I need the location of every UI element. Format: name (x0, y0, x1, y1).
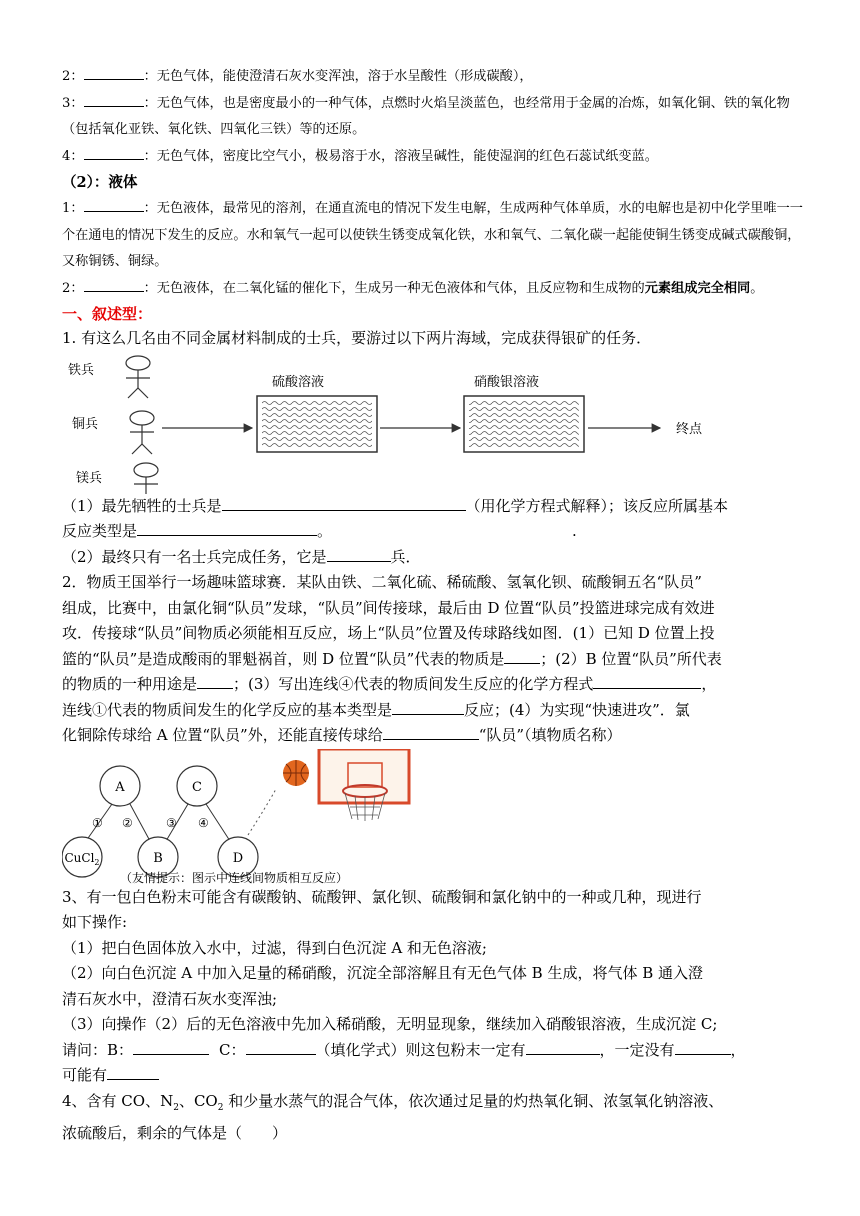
node-a-label: A (115, 779, 125, 795)
q3-line: 3、有一包白色粉末可能含有碳酸钠、硫酸钾、氯化钡、硫酸铜和氯化钠中的一种或几种，现进行 (62, 887, 702, 906)
liquid-item-1 (62, 196, 804, 276)
text: ；(2）B 位置“队员”所代表 (540, 649, 722, 668)
text: 、CO (178, 1091, 218, 1110)
q2-line (62, 723, 804, 749)
text: 的物质的一种用途是 (62, 675, 198, 693)
answer-blank[interactable] (327, 547, 391, 562)
q1-part1 (62, 494, 804, 520)
text: 可能有 (62, 1066, 108, 1084)
item-text: ：无色液体，在二氧化锰的催化下，生成另一种无色液体和气体，且反应物和生成物的 (143, 280, 645, 296)
basketball-icon (283, 760, 309, 786)
answer-blank[interactable] (107, 1065, 159, 1080)
text: （填化学式）则这包粉末一定有 (315, 1040, 526, 1059)
answer-blank[interactable] (526, 1040, 600, 1055)
item-number: 2： (62, 69, 84, 84)
item-text: ：无色气体，密度比空气小，极易溶于水，溶液呈碱性，能使湿润的红色石蕊试纸变蓝。 (143, 148, 658, 164)
question-4 (62, 1089, 804, 1147)
question-2 (62, 570, 804, 885)
text: 反应；(4）为实现“快速进攻”．氯 (464, 700, 690, 719)
node-d-label: D (232, 850, 244, 866)
link-number: ② (122, 815, 133, 830)
item-number: 3： (62, 95, 84, 111)
liquid-heading: （2）：液体 (62, 174, 138, 191)
magnesium-soldier-label: 镁兵 (76, 470, 103, 486)
text: 连线①代表的物质间发生的化学反应的基本类型是 (62, 700, 393, 719)
text: （用化学方程式解释）；该反应所属基本 (465, 496, 729, 515)
q1-part2 (62, 545, 804, 571)
item-text: ：无色气体，也是密度最小的一种气体，点燃时火焰呈淡蓝色，也经常用于金属的冶炼，如氧化铜、铁的氧化物（包括氧化亚铁、氧化铁、四氧化三铁）等的还原。 (62, 95, 790, 137)
q3-step: 清石灰水中，澄清石灰水变浑浊; (62, 989, 278, 1008)
q2-line: 2．物质王国举行一场趣味篮球赛．某队由铁、二氧化硫、稀硫酸、氢氧化钡、硫酸铜五名“队员” (62, 573, 702, 591)
answer-blank[interactable] (222, 496, 466, 511)
q3-question-cont (62, 1063, 804, 1089)
bold-phrase: 元素组成完全相同 (644, 280, 751, 296)
iron-soldier-label: 铁兵 (68, 362, 95, 378)
q4-line: 浓硫酸后，剩余的气体是（ ） (62, 1124, 288, 1142)
subscript: 2 (173, 1102, 179, 1113)
section-title: 一、叙述型： (62, 305, 153, 323)
answer-blank[interactable] (133, 1040, 209, 1055)
basketball-diagram-svg (62, 749, 804, 885)
q3-question (62, 1038, 804, 1064)
subscript: 2 (217, 1102, 224, 1113)
text: ；(3）写出连线④代表的物质间发生反应的化学方程式 (233, 675, 594, 693)
node-c-label: C (192, 779, 202, 795)
item-number: 1： (62, 201, 84, 216)
text: C： (219, 1040, 246, 1059)
text: ， (701, 675, 717, 693)
link-number: ④ (198, 815, 209, 830)
text: . (572, 522, 577, 540)
basketball-diagram (62, 749, 804, 885)
answer-blank[interactable] (504, 649, 540, 664)
text: （2）最终只有一名士兵完成任务，它是 (62, 547, 327, 566)
q4-line (62, 1089, 804, 1122)
gas-item-4 (62, 144, 804, 171)
answer-blank[interactable] (675, 1040, 731, 1055)
answer-blank[interactable] (84, 92, 144, 107)
q3-step: （1）把白色固体放入水中，过滤，得到白色沉淀 A 和无色溶液; (62, 938, 487, 957)
answer-blank[interactable] (593, 674, 701, 689)
finish-label: 终点 (676, 421, 703, 437)
soldier-diagram (62, 352, 804, 494)
text: 兵． (390, 547, 421, 566)
gas-item-3 (62, 91, 804, 144)
text: “队员”（填物质名称） (478, 726, 622, 744)
basketball-hoop-icon (319, 749, 409, 821)
q1-part1-cont (62, 519, 804, 545)
link-number: ③ (166, 815, 177, 830)
question-3 (62, 885, 804, 1089)
text: （1）最先牺牲的士兵是 (62, 496, 222, 515)
answer-blank[interactable] (84, 65, 144, 80)
wave-pattern (262, 401, 372, 447)
text: 化铜除传球给 A 位置“队员”外，还能直接传球给 (62, 726, 383, 744)
q2-line (62, 672, 804, 698)
link-number: ① (92, 815, 103, 830)
node-cucl2-label: CuCl$_2$ (64, 850, 100, 867)
text: 反应类型是 (62, 522, 138, 540)
item-number: 2： (62, 280, 84, 296)
text: ，一定没有 (599, 1040, 675, 1059)
q3-step: （2）向白色沉淀 A 中加入足量的稀硝酸，沉淀全部溶解且有无色气体 B 生成，将气体 B 通入澄 (62, 964, 704, 982)
answer-blank[interactable] (197, 674, 233, 689)
answer-blank[interactable] (383, 725, 479, 740)
answer-blank[interactable] (84, 277, 144, 292)
liquid-item-2 (62, 276, 804, 303)
silver-nitrate-label: 硝酸银溶液 (474, 374, 540, 390)
soldier-diagram-svg (62, 352, 804, 494)
text: 和少量水蒸气的混合气体，依次通过足量的灼热氧化铜、浓氢氧化钠溶液、 (223, 1091, 724, 1110)
q2-line (62, 647, 804, 673)
document-page (62, 64, 804, 1147)
ball-trajectory (248, 789, 276, 835)
answer-blank[interactable] (392, 700, 464, 715)
text: 。 (317, 522, 333, 540)
answer-blank[interactable] (137, 521, 317, 536)
q2-line (62, 698, 804, 724)
diagram-hint: （友情提示：图示中连线间物质相互反应） (120, 870, 349, 885)
stick-figure-icon (126, 356, 150, 398)
item-end: 。 (750, 280, 764, 296)
copper-soldier-label: 铜兵 (72, 416, 99, 432)
gas-item-2 (62, 64, 804, 91)
q2-line: 组成，比赛中，由氯化铜“队员”发球，“队员”间传接球，最后由 D 位置“队员”投篮进球完成有效进 (62, 598, 715, 617)
q3-line: 如下操作: (62, 913, 128, 931)
text: ， (730, 1040, 746, 1059)
text: 请问：B： (62, 1040, 134, 1059)
answer-blank[interactable] (84, 197, 144, 212)
stick-figure-icon (130, 411, 154, 454)
node-b-label: B (153, 850, 163, 866)
gas-list (62, 64, 804, 170)
q3-step: （3）向操作（2）后的无色溶液中先加入稀硝酸，无明显现象，继续加入硝酸银溶液，生成沉淀 C; (62, 1015, 718, 1033)
sulfuric-acid-label: 硫酸溶液 (272, 374, 325, 390)
question-1 (62, 326, 804, 570)
answer-blank[interactable] (246, 1040, 316, 1055)
q2-line: 攻．传接球“队员”间物质必须能相互反应，场上“队员”位置及传球路线如图．(1）已知 D 位置上投 (62, 624, 715, 642)
q1-stem: 1. 有这么几名由不同金属材料制成的士兵，要游过以下两片海域，完成获得银矿的任务． (62, 329, 652, 347)
text: 4、含有 CO、N (62, 1091, 174, 1110)
item-text: ：无色气体，能使澄清石灰水变浑浊，溶于水呈酸性（形成碳酸）， (143, 69, 533, 84)
wave-pattern (469, 401, 579, 447)
stick-figure-icon (134, 463, 158, 494)
item-number: 4： (62, 148, 84, 164)
answer-blank[interactable] (84, 145, 144, 160)
text: 篮的“队员”是造成酸雨的罪魁祸首，则 D 位置“队员”代表的物质是 (62, 649, 505, 668)
item-text: ：无色液体，最常见的溶剂，在通直流电的情况下发生电解，生成两种气体单质，水的电解也是初中化学里唯一一个在通电的情况下发生的反应。水和氧气一起可以使铁生锈变成氧化铁，水和氧气、二氧化碳一起能使铜生锈变成碱式碳酸铜，又称铜锈、铜绿。 (62, 201, 803, 269)
liquid-list (62, 196, 804, 302)
